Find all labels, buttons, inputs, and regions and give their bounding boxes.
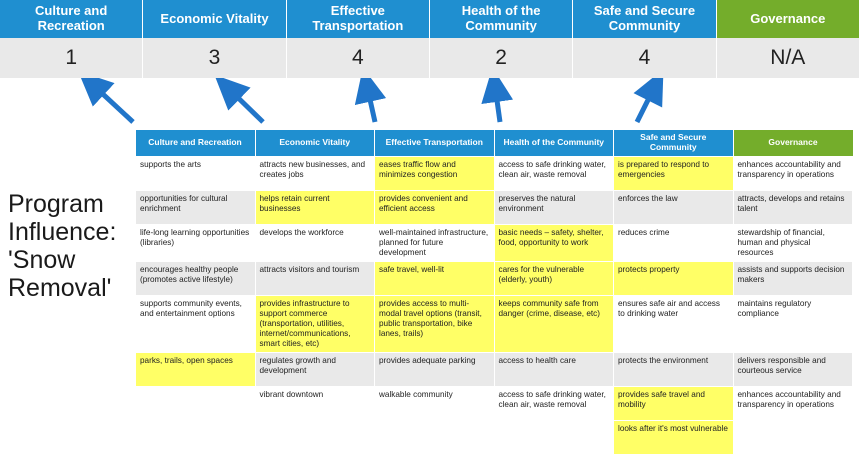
matrix-cell-r6-c4: provides safe travel and mobility [614,386,734,420]
table-row [136,261,853,295]
table-header-row [136,130,853,156]
pillar-header-3: Health of the Community [430,0,573,38]
matrix-cell-r7-c1 [255,420,375,454]
matrix-cell-r4-c0: supports community events, and entertainment options [136,295,256,352]
matrix-cell-r1-c0: opportunities for cultural enrichment [136,190,256,224]
pillar-header-2: Effective Transportation [287,0,430,38]
pillar-score-4: 4 [573,38,716,78]
pillar-header-4: Safe and Secure Community [573,0,716,38]
matrix-cell-r4-c3: keeps community safe from danger (crime, disease, etc) [494,295,614,352]
arrow-icon-health [495,86,500,122]
matrix-cell-r0-c2: eases traffic flow and minimizes congestion [375,156,495,190]
table-row [136,190,853,224]
pillar-header-5: Governance [717,0,859,38]
arrow-group [0,78,859,130]
pillar-score-3: 2 [430,38,573,78]
matrix-cell-r5-c2: provides adequate parking [375,352,495,386]
matrix-col-header-3: Health of the Community [494,130,614,156]
arrow-icon-economic [228,88,263,122]
matrix-col-header-1: Economic Vitality [255,130,375,156]
matrix-cell-r0-c0: supports the arts [136,156,256,190]
matrix-cell-r5-c3: access to health care [494,352,614,386]
matrix-cell-r2-c2: well-maintained infrastructure, planned for future development [375,224,495,261]
matrix-cell-r1-c1: helps retain current businesses [255,190,375,224]
matrix-cell-r1-c2: provides convenient and efficient access [375,190,495,224]
matrix-cell-r3-c1: attracts visitors and tourism [255,261,375,295]
matrix-cell-r3-c3: cares for the vulnerable (elderly, youth) [494,261,614,295]
pillar-score-band [0,38,859,78]
matrix-cell-r4-c1: provides infrastructure to support commerce (transportation, utilities, internet/communications, smart cities, etc) [255,295,375,352]
table-row [136,295,853,352]
matrix-cell-r5-c0: parks, trails, open spaces [136,352,256,386]
matrix-header-row [136,130,853,156]
program-influence-caption: Program Influence: 'Snow Removal' [8,190,117,302]
arrow-icon-safe [637,86,655,122]
matrix-cell-r6-c5: enhances accountability and transparency in operations [733,386,853,420]
matrix-cell-r1-c3: preserves the natural environment [494,190,614,224]
matrix-cell-r2-c5: stewardship of financial, human and physical resources [733,224,853,261]
matrix-cell-r0-c5: enhances accountability and transparency in operations [733,156,853,190]
matrix-cell-r1-c4: enforces the law [614,190,734,224]
matrix-cell-r3-c0: encourages healthy people (promotes active lifestyle) [136,261,256,295]
matrix-cell-r4-c4: ensures safe air and access to drinking water [614,295,734,352]
matrix-cell-r1-c5: attracts, develops and retains talent [733,190,853,224]
pillar-score-0: 1 [0,38,143,78]
matrix-cell-r0-c3: access to safe drinking water, clean air, waste removal [494,156,614,190]
matrix-cell-r4-c5: maintains regulatory compliance [733,295,853,352]
pillar-header-1: Economic Vitality [143,0,286,38]
matrix-cell-r6-c2: walkable community [375,386,495,420]
matrix-cell-r3-c5: assists and supports decision makers [733,261,853,295]
matrix-col-header-5: Governance [733,130,853,156]
matrix-cell-r2-c0: life-long learning opportunities (libraries) [136,224,256,261]
pillar-score-5: N/A [770,46,806,69]
pillar-header-0: Culture and Recreation [0,0,143,38]
matrix-cell-r5-c5: delivers responsible and courteous service [733,352,853,386]
pillar-header-band [0,0,859,38]
matrix-cell-r0-c1: attracts new businesses, and creates jobs [255,156,375,190]
arrows-svg [0,78,859,130]
matrix-cell-r7-c4: looks after it's most vulnerable [614,420,734,454]
matrix-col-header-2: Effective Transportation [375,130,495,156]
matrix-cell-r5-c4: protects the environment [614,352,734,386]
matrix-cell-r3-c2: safe travel, well-lit [375,261,495,295]
arrow-icon-culture [92,84,133,122]
matrix-col-header-4: Safe and Secure Community [614,130,734,156]
matrix-cell-r2-c4: reduces crime [614,224,734,261]
matrix-cell-r3-c4: protects property [614,261,734,295]
matrix-cell-r6-c0 [136,386,256,420]
matrix-cell-r7-c2 [375,420,495,454]
matrix-cell-r6-c3: access to safe drinking water, clean air, waste removal [494,386,614,420]
matrix-cell-r7-c5 [733,420,853,454]
matrix-cell-r2-c3: basic needs – safety, shelter, food, opportunity to work [494,224,614,261]
table-row [136,386,853,420]
influence-matrix [135,130,853,455]
table-row [136,156,853,190]
matrix-cell-r4-c2: provides access to multi-modal travel options (transit, public transportation, bike lanes, trails) [375,295,495,352]
matrix-cell-r7-c3 [494,420,614,454]
matrix-body [136,156,853,454]
matrix-cell-r0-c4: is prepared to respond to emergencies [614,156,734,190]
arrow-icon-transport [367,86,375,122]
pillar-score-1: 3 [143,38,286,78]
pillar-score-2: 4 [287,38,430,78]
matrix-col-header-0: Culture and Recreation [136,130,256,156]
table-row [136,352,853,386]
matrix-cell-r5-c1: regulates growth and development [255,352,375,386]
table-row [136,420,853,454]
matrix-cell-r6-c1: vibrant downtown [255,386,375,420]
matrix-cell-r7-c0 [136,420,256,454]
matrix-cell-r2-c1: develops the workforce [255,224,375,261]
table-row [136,224,853,261]
